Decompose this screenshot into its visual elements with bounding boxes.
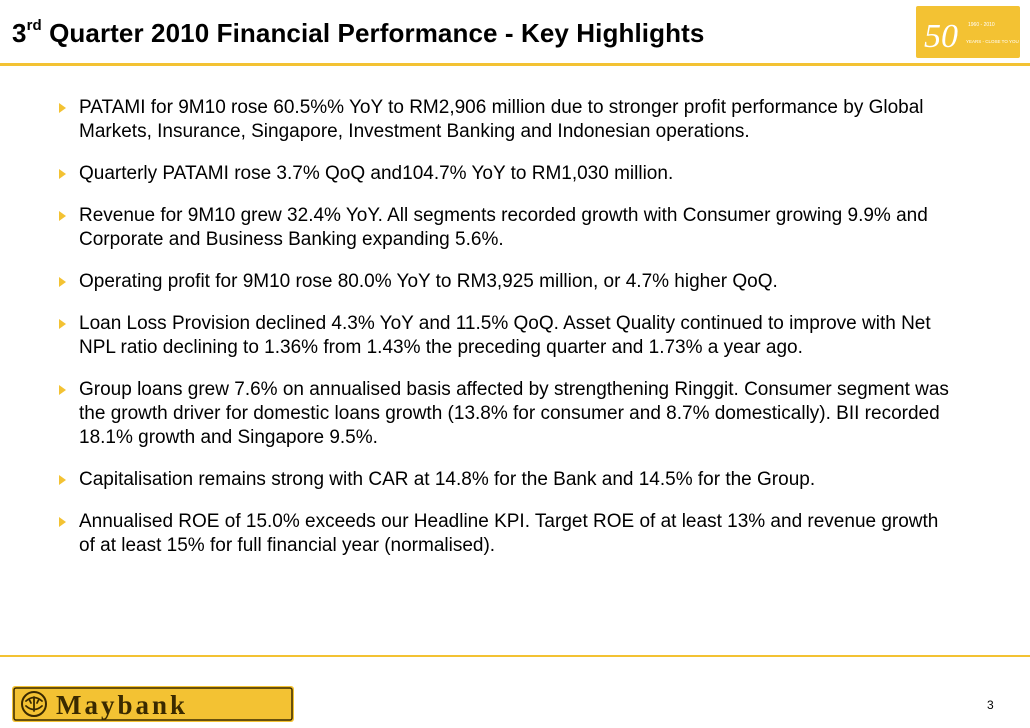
maybank-logo [12,686,294,722]
anniversary-number: 50 [924,18,958,55]
title-ordinal-suffix: rd [26,17,42,35]
anniversary-years: 1960 - 2010 [968,22,995,28]
highlight-text: Group loans grew 7.6% on annualised basis affected by strengthening Ringgit. Consumer segment was the growth driver for domestic loans growth (13.8% for consumer and 8.7% domestically). BII recorded 18.1% growth and Singapore 9.5%. [79,379,949,448]
bullet-arrow-icon [59,385,66,395]
bullet-arrow-icon [59,517,66,527]
maybank-wordmark: Maybank [56,690,189,720]
highlight-text: Capitalisation remains strong with CAR at 14.8% for the Bank and 14.5% for the Group. [79,469,816,490]
anniversary-logo-graphic [916,6,1020,58]
highlight-text: Revenue for 9M10 grew 32.4% YoY. All segments recorded growth with Consumer growing 9.9% and Corporate and Business Banking expanding 5.6%. [79,205,928,250]
bullet-arrow-icon [59,169,66,179]
bullet-arrow-icon [59,277,66,287]
highlight-item-quarterly-patami [58,162,958,186]
highlight-text: PATAMI for 9M10 rose 60.5%% YoY to RM2,906 million due to stronger profit performance by Global Markets, Insurance, Singapore, Investment Banking and Indonesian operations. [79,97,924,142]
maybank-logo-graphic [12,686,294,722]
highlight-text: Annualised ROE of 15.0% exceeds our Headline KPI. Target ROE of at least 13% and revenue growth of at least 15% for full financial year (normalised). [79,511,939,556]
highlight-text: Quarterly PATAMI rose 3.7% QoQ and104.7% YoY to RM1,030 million. [79,163,674,184]
bullet-arrow-icon [59,475,66,485]
anniversary-tagline: YEARS - CLOSE TO YOU [966,39,1019,44]
slide-title [12,18,704,49]
highlight-item-group-loans [58,378,958,450]
highlight-item-loan-loss-provision [58,312,958,360]
title-text: Quarter 2010 Financial Performance - Key Highlights [41,18,705,48]
highlight-text: Operating profit for 9M10 rose 80.0% YoY to RM3,925 million, or 4.7% higher QoQ. [79,271,778,292]
highlight-text: Loan Loss Provision declined 4.3% YoY and 11.5% QoQ. Asset Quality continued to improve with Net NPL ratio declining to 1.36% from 1.43% the preceding quarter and 1.73% a year ago. [79,313,931,358]
header-divider [0,63,1030,66]
highlight-item-revenue [58,204,958,252]
bullet-arrow-icon [59,103,66,113]
footer-divider [0,655,1030,657]
highlight-item-roe [58,510,958,558]
page-number: 3 [987,698,994,712]
highlight-item-capitalisation [58,468,958,492]
bullet-arrow-icon [59,319,66,329]
bullet-arrow-icon [59,211,66,221]
highlights-list [58,96,958,576]
title-number: 3 [12,18,27,48]
highlight-item-patami-9m10 [58,96,958,144]
tiger-head-icon [22,692,46,716]
anniversary-50-logo [916,6,1020,58]
highlight-item-operating-profit [58,270,958,294]
